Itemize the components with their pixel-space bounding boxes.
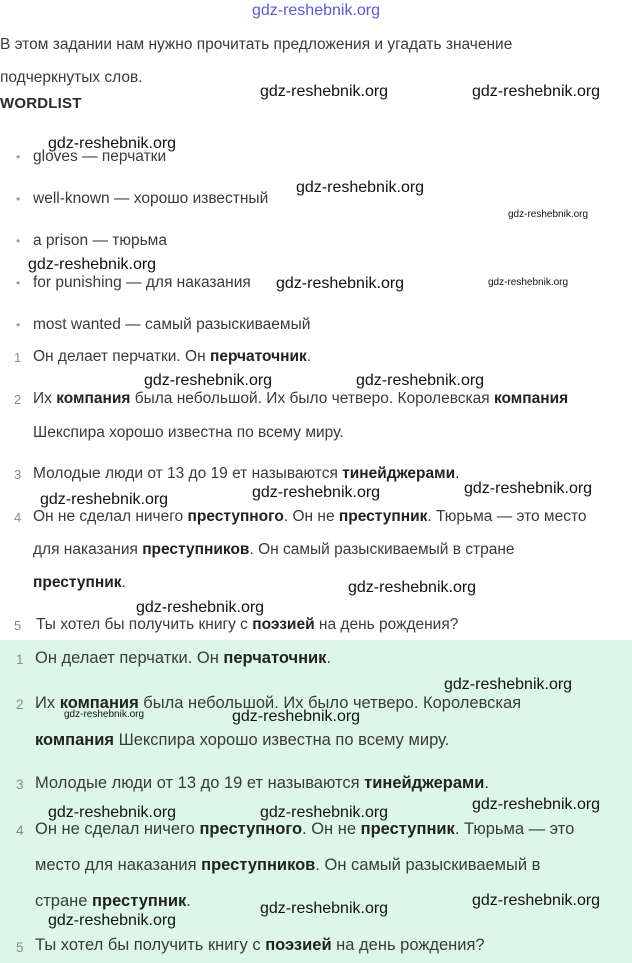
watermark: gdz-reshebnik.org — [40, 491, 169, 508]
wordlist-title: WORDLIST — [0, 95, 82, 112]
watermark: gdz-reshebnik.org — [28, 256, 157, 273]
wordlist-item: • for punishing — для наказания — [16, 274, 251, 291]
answer-line: Ты хотел бы получить книгу с поэзией на день рождения? — [35, 936, 485, 954]
answer-line: Он не сделал ничего преступного. Он не преступник. Тюрьма — это — [35, 820, 575, 838]
watermark: gdz-reshebnik.org — [348, 579, 477, 596]
answer-line: место для наказания преступников. Он самый разыскиваемый в — [35, 856, 541, 874]
answer-line: Их компания была небольшой. Их было четверо. Королевская — [35, 694, 522, 712]
watermark: gdz-reshebnik.org — [276, 275, 405, 292]
watermark: gdz-reshebnik.org — [136, 599, 265, 616]
wordlist-item: • most wanted — самый разыскиваемый — [16, 316, 311, 333]
wordlist-item: • well-known — хорошо известный — [16, 190, 269, 207]
watermark: gdz-reshebnik.org — [472, 892, 601, 909]
watermark: gdz-reshebnik.org — [260, 900, 389, 917]
answer-line: стране преступник. — [35, 892, 191, 910]
watermark: gdz-reshebnik.org — [464, 480, 593, 497]
answer-line: Молодые люди от 13 до 19 ет называются тинейджерами. — [35, 774, 489, 792]
item-line: Молодые люди от 13 до 19 ет называются тинейджерами. — [33, 465, 460, 482]
answer-line: Он делает перчатки. Он перчаточник. — [35, 649, 332, 667]
wordlist-item: • a prison — тюрьма — [16, 232, 167, 249]
wordlist-item: • gloves — перчатки — [16, 148, 167, 165]
answer-number: 2 — [16, 697, 24, 712]
item-line: Он не сделал ничего преступного. Он не преступник. Тюрьма — это место — [33, 508, 587, 525]
answer-number: 5 — [16, 940, 24, 955]
item-number: 1 — [14, 350, 22, 365]
answer-number: 3 — [16, 777, 24, 792]
watermark: gdz-reshebnik.org — [64, 709, 145, 720]
watermark: gdz-reshebnik.org — [48, 804, 177, 821]
watermark: gdz-reshebnik.org — [48, 912, 177, 929]
watermark: gdz-reshebnik.org — [232, 708, 361, 725]
item-number: 5 — [14, 618, 22, 633]
watermark: gdz-reshebnik.org — [488, 277, 569, 288]
item-number: 3 — [14, 467, 22, 482]
watermark: gdz-reshebnik.org — [48, 135, 177, 152]
answer-number: 4 — [16, 823, 24, 838]
site-header-link[interactable]: gdz-reshebnik.org — [251, 2, 381, 19]
answer-line: компания Шекспира хорошо известна по всему миру. — [35, 731, 450, 749]
item-line: преступник. — [33, 574, 126, 591]
watermark: gdz-reshebnik.org — [144, 372, 273, 389]
watermark: gdz-reshebnik.org — [296, 179, 425, 196]
watermark: gdz-reshebnik.org — [260, 83, 389, 100]
watermark: gdz-reshebnik.org — [356, 372, 485, 389]
watermark: gdz-reshebnik.org — [260, 804, 389, 821]
item-line: Шекспира хорошо известна по всему миру. — [33, 424, 344, 441]
intro-text: В этом задании нам нужно прочитать предложения и угадать значение подчеркнутых слов. — [0, 36, 513, 86]
watermark: gdz-reshebnik.org — [444, 676, 573, 693]
watermark: gdz-reshebnik.org — [252, 484, 381, 501]
answer-number: 1 — [16, 652, 24, 667]
item-number: 2 — [14, 392, 22, 407]
item-number: 4 — [14, 510, 22, 525]
watermark: gdz-reshebnik.org — [472, 83, 601, 100]
item-line: Ты хотел бы получить книгу с поэзией на день рождения? — [36, 616, 459, 633]
item-line: для наказания преступников. Он самый разыскиваемый в стране — [33, 541, 515, 558]
watermark: gdz-reshebnik.org — [508, 209, 589, 220]
item-line: Их компания была небольшой. Их было четверо. Королевская компания — [33, 390, 569, 407]
watermark: gdz-reshebnik.org — [472, 796, 601, 813]
item-line: Он делает перчатки. Он перчаточник. — [33, 348, 312, 365]
